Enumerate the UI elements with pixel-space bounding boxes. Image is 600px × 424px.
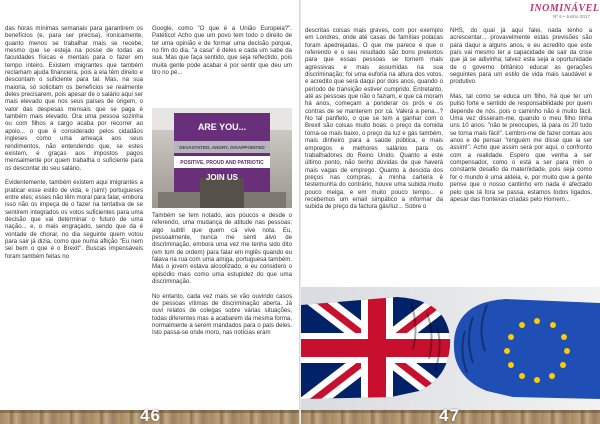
magazine-issue: Nº 6 • Junho 2017 [553,14,590,19]
paragraph: Também se tem notado, aos poucos e desde o referendo, uma mudança de atitude nas pessoas; algo subtil que quem cá vive nota. Eu, pessoalmente, nunca me senti alvo de discriminação, embora uma vez me tenha sido dito (em tom de ordem) para falar em inglês quando eu falava na rua com uma amiga, portuguesa também. Mas o jovem estava alcoolizado, e eu considero o episódio mais como uma estupidez do que uma discriminação. [152,212,292,286]
sign-middle-text: DEVASTATED, ANGRY, DISAPPOINTED [179,145,265,150]
paragraph: NHS, do qual já aqui falei, nada tenho a acrescentar... provavelmente estas previsões são para daqui a alguns anos, e eu acredito que este país vai mesmo ter a capacidade de sair da crise que já se adivinha; talvez esta seja a oportunidade de o governo britânico educar as gerações seguintes para um estilo de vida mais saudável e produtivo. [450,27,592,86]
magazine-title: INOMINÁVEL [530,3,600,14]
protest-sign-photo [152,108,292,208]
right-column-2 [450,27,592,203]
left-page [0,0,299,424]
protest-sign-image [152,108,292,208]
paragraph: Evidentemente, também existem aqui imigrantes a praticar esse estilo de vida, e (sim!) portugueses entre eles; esses não têm moral para falar, embora isso não os impeça de o fazer na tentativa de se sentirem integrados os votos suficientes para uma decisão que vai determinar o futuro de uma nação... e, o mais engraçado, sendo que da é vontade de chorar, no dia seguinte quem votou para sair já dizia, como que numa aflição "Eu nem sei bem o que é o Brexit". Buscas impensáveis foram também feitas no [5,179,143,260]
magazine-logo [530,3,600,19]
flags-fists-photo [301,287,600,410]
sign-positive-text: POSITIVE, PROUD AND PATRIOTIC [180,160,264,166]
right-column-1 [305,27,443,211]
sign-join-text: JOIN US [205,173,239,182]
sign-heading: ARE YOU... [197,122,247,132]
left-column-2-bottom [152,212,292,337]
page-number-left: 46 [140,406,161,424]
paragraph: No entanto, cada vez mais se vão ouvindo casos de pessoas vítimas de discriminação aberta. Já ouvi relatos de colegas sobre várias situações, todas diferentes mas a acabarem da mesma forma, normalmente a serem mandados para o país deles. Isto passa-se onde moro, nas notícias eram [152,292,292,337]
left-column-2-top [152,25,292,76]
page-number-right: 47 [439,406,460,424]
paragraph: Google, como "O que é a União Europeia?". Patético! Acho que um povo tem todo o direito de ter uma opinião e de formar uma decisão porque, no fim do dia, "a casa" é deles e cada um sabe da sua. Mas que faça sentido, que seja reflectido, pois muita gente pode acabar é por sentir que deu um tiro no pé... [152,25,292,77]
right-page [301,0,600,424]
paragraph: descritas coisas mais graves, com por exemplo em Londres, onde até casas de famílias polacas foram apedrejadas. O que me parece é que o referendo e o seu resultado são bons pretextos para que essas pessoas se tornem mais agressivas e mais assumidas na sua discriminação; foi uma euforia na altura dos votos, e acredito que será daqui por dois anos, quando o período de transição estiver cumprido. Entretanto, até as pessoas que não o faziam, e que cá moram há anos, começam a ponderar os prós e os contras de se manterem por cá. Valerá a pena...? No tal panfleto, o que se tem a ganhar com o Brexit são coisas muito boas: o preço da comida torna-se mais baixo, o preço da luz e gás também, mais dinheiro para a saúde pública, e mais empregos e melhores salários para os trabalhadores do Reino Unido. Quanto a este último ponto, não tenho dúvidas de que haverá mais vagas de emprego. Quanto à descida dos preços nas compras, a minha carteira é testemunha do contrário, houve uma subida muito pouco meiga, e em muito pouco tempo... e recebemos um email simpático a informar da subida de preço da factura gás/luz... Sobre o [305,27,443,211]
paragraph: das horas mínimas semanais para garantirem os benefícios (e, para ser precisa), ironicamente, quanto menos se trabalhar mais se recebe, mesmo que se esteja na posse de todas as faculdades físicas e mentais para o fazer em tempo inteiro. Existem imigrantes que também reclamam ajuda financeira, pois a ela têm direito e descontam o suficiente para tal. Mas, na sua maioria, só solicitam os benefícios se realmente deles precisarem, pois apesar de o salário aqui ser mais elevado que nos seus países de origem, o valor das despesas mensais que se paga é também mais elevado. Ora uma pessoa sozinha ou com filhos a cargo acaba por recorrer ao apoio... o que é considerado pelos cidadãos ingleses como uma ameaça aos seus rendimentos, não entendendo que, se estes existem, é graças aos impostos pagos mensalmente por quem trabalha o suficiente para os descontar do seu salário. [5,25,143,172]
flags-fists-image [301,287,600,410]
paragraph: Mas, tal como se educa um filho, há que ter um pulso forte e sentido de responsabilidade por quem depende de nós, pois o caminho não é muito fácil. Uma vez disseram-me, quando o meu filho tinha uns 10 anos: "não te preocupes, lá para os 20 tudo se torna mais fácil". Lembro-me de fazer contas aos anos e de pensar "ninguém me disse que ia ser assim!". Acho que assim será por aqui, o confronto com a realidade. Espero que venha a ser compensador, como o está a ser para mim o constante desafio da maternidade, pois seja como for o mundo é uma aldeia, e, por muito que a gente pense que o nosso cantinho em nada é afectado pelo que lá fora se passa, estamos todos ligados, apesar das fronteiras criadas pelo Homem... [450,93,592,203]
left-column-1 [5,25,143,260]
